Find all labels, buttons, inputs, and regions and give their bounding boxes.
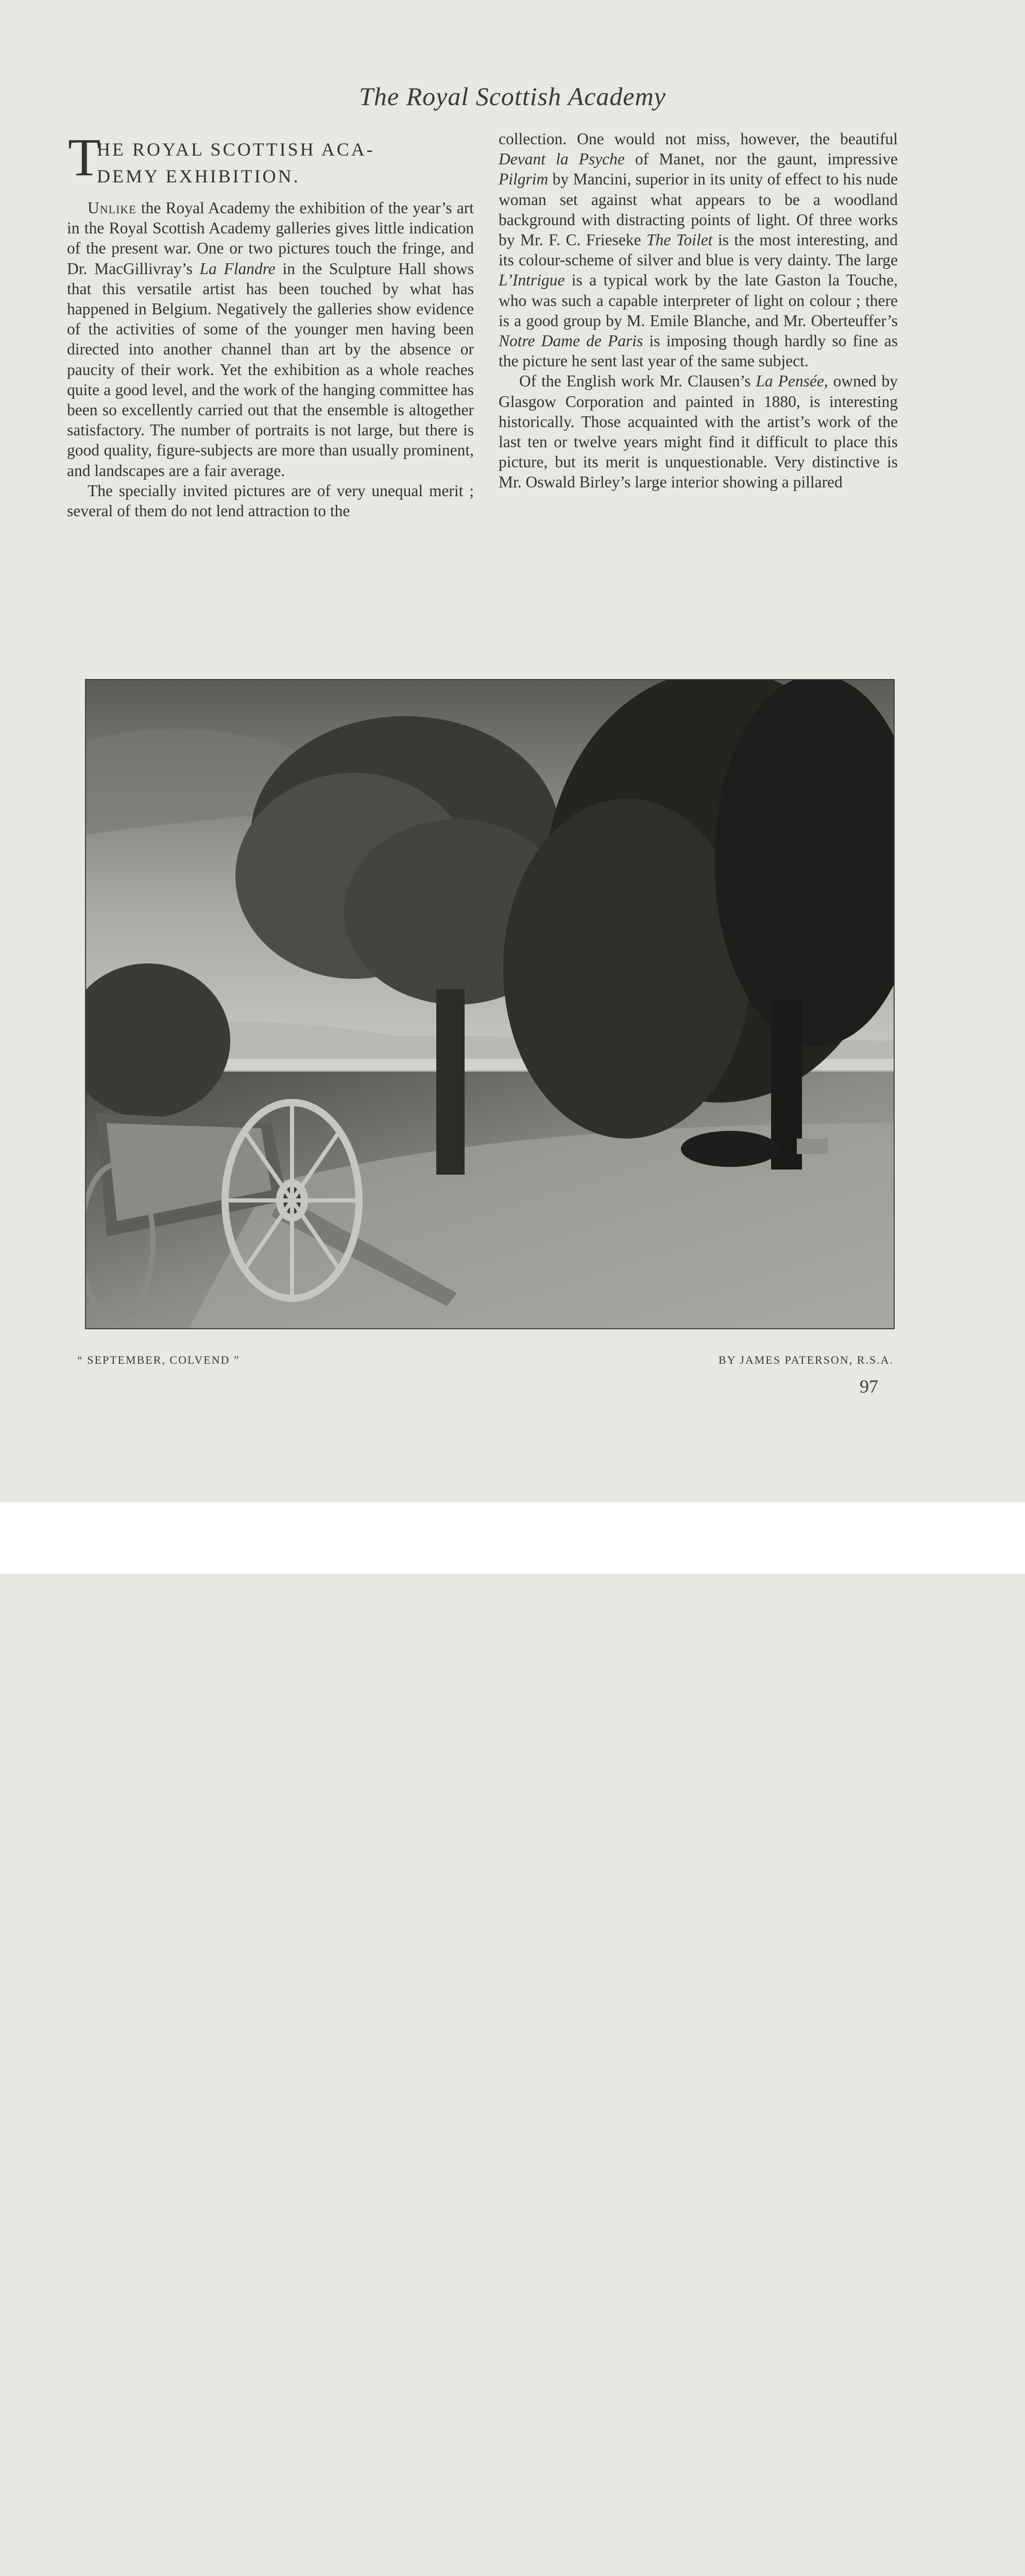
painting-plate	[85, 679, 895, 1329]
landscape-painting-image	[86, 680, 894, 1328]
running-head: The Royal Scottish Academy	[359, 82, 666, 111]
page-number: 97	[860, 1376, 878, 1397]
headline-text: HE ROYAL SCOTTISH ACA- DEMY EXHIBITION.	[97, 139, 375, 187]
digitization-footer	[0, 1502, 1025, 1574]
text-run: the Royal Academy the exhibition of the year’s art in the Royal Scottish Academy galleries gives little indication of the present war. One or two pictures touch the fringe, and Dr. MacGillivray’s	[67, 199, 474, 278]
left-paragraph-1	[67, 198, 474, 481]
left-paragraph-2: The specially invited pictures are of very unequal merit ; several of them do not lend attraction to the	[67, 481, 474, 520]
artwork-title: Devant la Psyche	[499, 150, 625, 168]
drop-cap: T	[68, 128, 101, 187]
text-run: collection. One would not miss, however, the beautiful	[499, 130, 898, 148]
artwork-title: The Toilet	[646, 231, 713, 249]
artwork-title: La Flandre	[199, 259, 276, 278]
right-paragraph-1	[499, 129, 898, 371]
plate-caption-artist: BY JAMES PATERSON, R.S.A.	[719, 1353, 894, 1366]
artwork-title: L’Intrigue	[499, 271, 565, 290]
text-run: is imposing though hardly so fine as the picture he sent last year of the same subject.	[499, 332, 898, 370]
text-run: Of the English work Mr. Clausen’s	[519, 372, 756, 391]
left-column	[67, 129, 474, 521]
artwork-title: La Pensée,	[756, 372, 828, 391]
text-run: of Manet, nor the gaunt, impressive	[624, 150, 898, 168]
right-column	[499, 129, 898, 493]
text-run: is the most interesting, and its colour-scheme of silver and blue is very dainty. The large	[499, 231, 898, 269]
text-run: in the Sculpture Hall shows that this versatile artist has been touched by what has happened in Belgium. Negatively the galleries show evidence of the activities of some of the younger men having been directed into another channel than art by the absence or paucity of their work. Yet the exhibition as a whole reaches quite a good level, and the work of the hanging committee has been so excellently carried out that the ensemble is altogether satisfactory. The number of portraits is not large, but there is good quality, figure-subjects are more than usually prominent, and landscapes are a fair average.	[67, 259, 474, 480]
text-run: by Mancini, superior in its unity of effect to his nude woman set against what appears to be a woodland background with distracting points of light. Of three works by Mr. F. C. Frieseke	[499, 170, 898, 249]
text-run: owned by Glasgow Corporation and painted in 1880, is interesting historically. Those acquainted with the artist’s work of the last ten or twelve years might find it difficult to place this picture, but its merit is unquestionable. Very distinctive is Mr. Oswald Birley’s large interior showing a pillared	[499, 372, 898, 492]
lead-word: Unlike	[88, 199, 136, 217]
artwork-title: Pilgrim	[499, 170, 549, 189]
plate-caption-title: “ SEPTEMBER, COLVEND ”	[77, 1353, 240, 1366]
right-paragraph-2	[499, 371, 898, 492]
artwork-title: Notre Dame de Paris	[499, 332, 643, 350]
text-run: is a typical work by the late Gaston la Touche, who was such a capable interpreter of light on colour ; there is a good group by M. Emile Blanche, and Mr. Oberteuffer’s	[499, 271, 898, 330]
article-headline	[67, 129, 474, 192]
